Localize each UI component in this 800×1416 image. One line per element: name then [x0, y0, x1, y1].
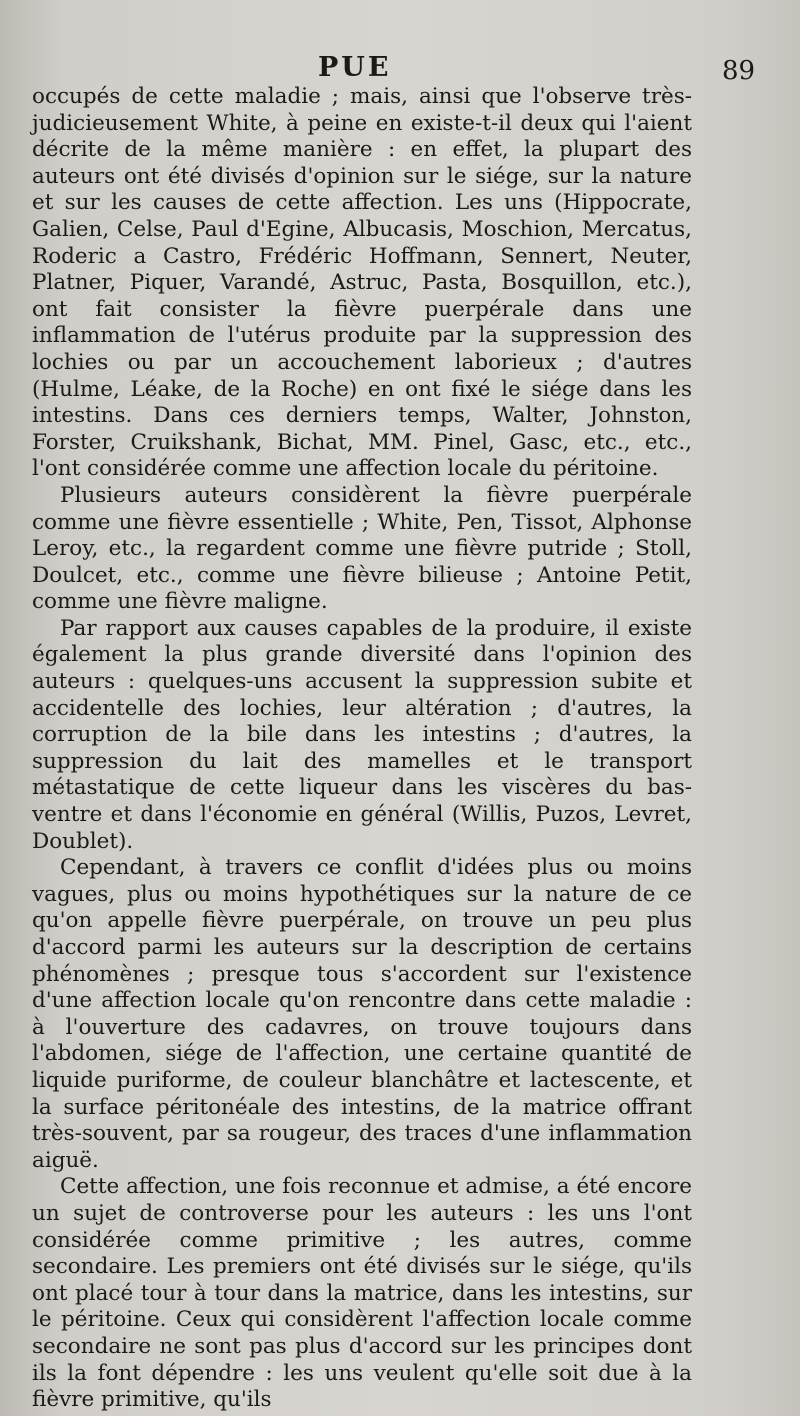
page-number: 89	[722, 56, 756, 86]
paragraph-2: Plusieurs auteurs considèrent la fièvre puerpérale comme une fièvre essentielle ; White, Pen, Tissot, Alphonse Leroy, etc., la regardent comme une fièvre putride ; Stoll, Doulcet, etc., comme une fièvre bilieuse ; Antoine Petit, comme une fièvre maligne.	[32, 482, 692, 615]
running-title: PUE	[318, 52, 392, 83]
body-text	[32, 84, 692, 1414]
paragraph-4: Cependant, à travers ce conflit d'idées plus ou moins vagues, plus ou moins hypothétiques sur la nature de ce qu'on appelle fièvre puerpérale, on trouve un peu plus d'accord parmi les auteurs sur la description de certains phénomènes ; presque tous s'accordent sur l'existence d'une affection locale qu'on rencontre dans cette maladie : à l'ouverture des cadavres, on trouve toujours dans l'abdomen, siége de l'affection, une certaine quantité de liquide puriforme, de couleur blanchâtre et lactescente, et la surface péritonéale des intestins, de la matrice offrant très-souvent, par sa rougeur, des traces d'une inflammation aiguë.	[32, 855, 692, 1173]
paragraph-5: Cette affection, une fois reconnue et admise, a été encore un sujet de controverse pour les auteurs : les uns l'ont considérée comme primitive ; les autres, comme secondaire. Les premiers ont été divisés sur le siége, qu'ils ont placé tour à tour dans la matrice, dans les intestins, sur le péritoine. Ceux qui considèrent l'affection locale comme secondaire ne sont pas plus d'accord sur les principes dont ils la font dépendre : les uns veulent qu'elle soit due à la fièvre primitive, qu'ils	[32, 1174, 692, 1413]
paragraph-1: occupés de cette maladie ; mais, ainsi que l'observe très-judicieusement White, à peine en existe-t-il deux qui l'aient décrite de la même manière : en effet, la plupart des auteurs ont été divisés d'opinion sur le siége, sur la nature et sur les causes de cette affection. Les uns (Hippocrate, Galien, Celse, Paul d'Egine, Albucasis, Moschion, Mercatus, Roderic a Castro, Frédéric Hoffmann, Sennert, Neuter, Platner, Piquer, Varandé, Astruc, Pasta, Bosquillon, etc.), ont fait consister la fièvre puerpérale dans une inflammation de l'utérus produite par la suppression des lochies ou par un accouchement laborieux ; d'autres (Hulme, Léake, de la Roche) en ont fixé le siége dans les intestins. Dans ces derniers temps, Walter, Johnston, Forster, Cruikshank, Bichat, MM. Pinel, Gasc, etc., etc., l'ont considérée comme une affection locale du péritoine.	[32, 84, 692, 482]
paragraph-3: Par rapport aux causes capables de la produire, il existe également la plus grande diversité dans l'opinion des auteurs : quelques-uns accusent la suppression subite et accidentelle des lochies, leur altération ; d'autres, la corruption de la bile dans les intestins ; d'autres, la suppression du lait des mamelles et le transport métastatique de cette liqueur dans les viscères du bas-ventre et dans l'économie en général (Willis, Puzos, Levret, Doublet).	[32, 615, 692, 854]
